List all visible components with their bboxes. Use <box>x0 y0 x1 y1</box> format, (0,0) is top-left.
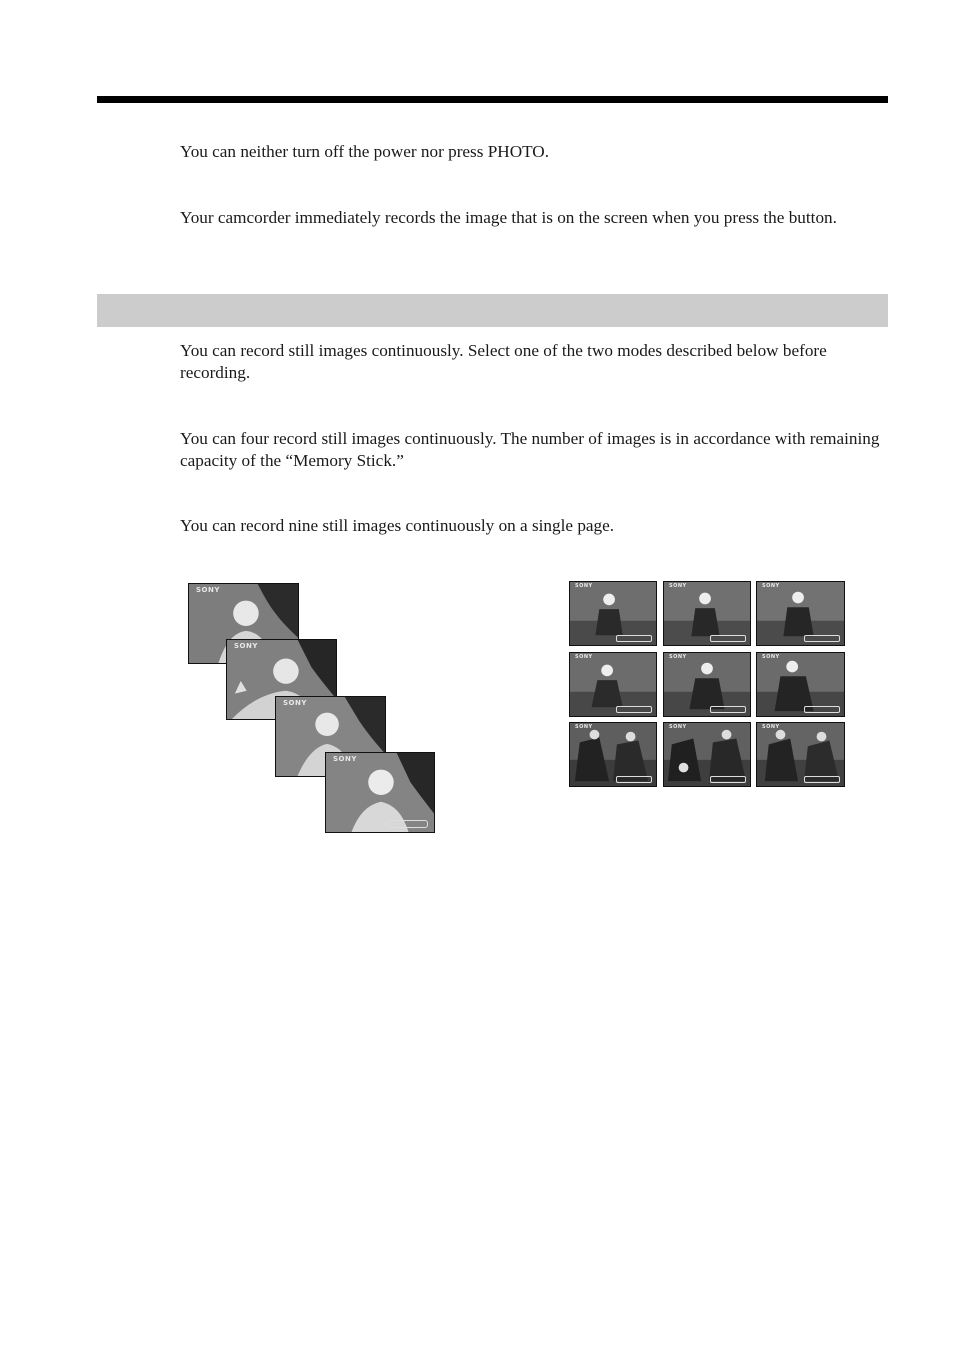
sony-logo: SONY <box>234 642 258 650</box>
paragraph-immediate-record: Your camcorder immediately records the image that is on the screen when you press the button. <box>180 208 837 227</box>
frame-counter <box>804 706 840 713</box>
grid-frame <box>663 581 751 646</box>
grid-frame <box>663 652 751 717</box>
grid-frame <box>569 652 657 717</box>
sony-logo: SONY <box>196 586 220 594</box>
sony-logo: SONY <box>669 724 687 730</box>
sony-logo: SONY <box>669 583 687 589</box>
grid-frame <box>756 652 845 717</box>
sony-logo: SONY <box>762 654 780 660</box>
paragraph-power-note: You can neither turn off the power nor press PHOTO. <box>180 142 550 161</box>
frame-counter <box>616 706 652 713</box>
frame-counter <box>386 820 428 828</box>
frame-counter <box>616 635 652 642</box>
sony-logo: SONY <box>575 583 593 589</box>
sony-logo: SONY <box>762 583 780 589</box>
grid-frame <box>569 722 657 787</box>
frame-counter <box>804 635 840 642</box>
sony-logo: SONY <box>283 699 307 707</box>
paragraph-continuous-intro: You can record still images continuously. Select one of the two modes described below before recording. <box>180 341 827 382</box>
frame-counter <box>710 635 746 642</box>
paragraph-four-images: You can four record still images continuously. The number of images is in accordance with remaining capacity of the “Memory Stick.” <box>180 429 880 470</box>
stacked-frame <box>325 752 435 833</box>
frame-counter <box>804 776 840 783</box>
sony-logo: SONY <box>333 755 357 763</box>
grid-frame <box>569 581 657 646</box>
grid-frame <box>663 722 751 787</box>
sony-logo: SONY <box>575 724 593 730</box>
paragraph-nine-images: You can record nine still images continuously on a single page. <box>180 516 615 535</box>
frame-counter <box>616 776 652 783</box>
frame-counter <box>710 776 746 783</box>
section-heading-band <box>97 294 888 327</box>
grid-frame <box>756 581 845 646</box>
header-rule <box>97 96 888 103</box>
sony-logo: SONY <box>575 654 593 660</box>
frame-counter <box>710 706 746 713</box>
grid-frame <box>756 722 845 787</box>
sony-logo: SONY <box>669 654 687 660</box>
sony-logo: SONY <box>762 724 780 730</box>
